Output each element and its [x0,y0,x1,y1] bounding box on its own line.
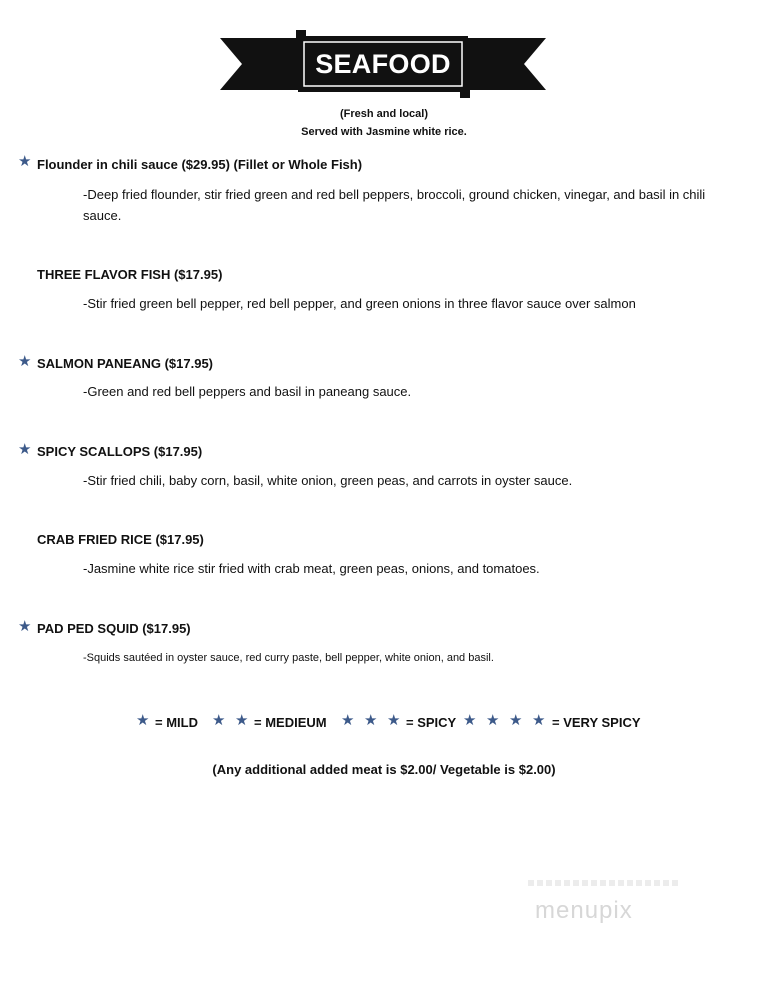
spicy-star-icon: ★ [18,441,32,458]
spicy-star-icon: ★ [18,353,32,370]
item-description: -Jasmine white rice stir fried with crab meat, green peas, onions, and tomatoes. [83,561,540,576]
item-title: Flounder in chili sauce ($29.95) (Fillet or Whole Fish) [37,157,363,172]
item-description: -Stir fried green bell pepper, red bell pepper, and green onions in three flavor sauce over salmon [83,296,636,311]
star-icon: ★ [364,712,378,729]
item-description: -Deep fried flounder, stir fried green and red bell peppers, broccoli, ground chicken, vinegar, and basil in chili sauce. [83,187,706,223]
star-icon: ★ [463,712,477,729]
legend-medium: = MEDIEUM [254,715,327,730]
item-description: -Green and red bell peppers and basil in paneang sauce. [83,384,412,399]
spice-legend [0,711,768,737]
star-icon: ★ [136,712,150,729]
additional-note: (Any additional added meat is $2.00/ Vegetable is $2.00) [212,762,556,777]
spicy-star-icon: ★ [18,618,32,635]
item-title: PAD PED SQUID ($17.95) [37,621,191,636]
star-icon: ★ [341,712,355,729]
legend-mild: = MILD [155,715,198,730]
spicy-star-icon: ★ [18,153,32,170]
page-title: SEAFOOD [315,48,451,79]
legend-spicy: = SPICY [406,715,457,730]
star-icon: ★ [212,712,226,729]
item-description: -Stir fried chili, baby corn, basil, white onion, green peas, and carrots in oyster sauce. [83,473,573,488]
watermark-decoration [528,880,678,886]
item-title: SPICY SCALLOPS ($17.95) [37,444,203,459]
star-icon: ★ [509,712,523,729]
star-icon: ★ [532,712,546,729]
star-icon: ★ [387,712,401,729]
star-icon: ★ [486,712,500,729]
subtitle-fresh: (Fresh and local) [339,108,429,120]
title-banner [220,30,546,98]
legend-very-spicy: = VERY SPICY [552,715,641,730]
item-title: THREE FLAVOR FISH ($17.95) [37,267,223,282]
star-icon: ★ [235,712,249,729]
item-title: SALMON PANEANG ($17.95) [37,356,214,371]
subtitle-rice: Served with Jasmine white rice. [301,126,467,138]
item-title: CRAB FRIED RICE ($17.95) [37,532,204,547]
watermark-logo: menupix [535,897,633,924]
item-description: -Squids sautéed in oyster sauce, red curry paste, bell pepper, white onion, and basil. [83,652,494,664]
